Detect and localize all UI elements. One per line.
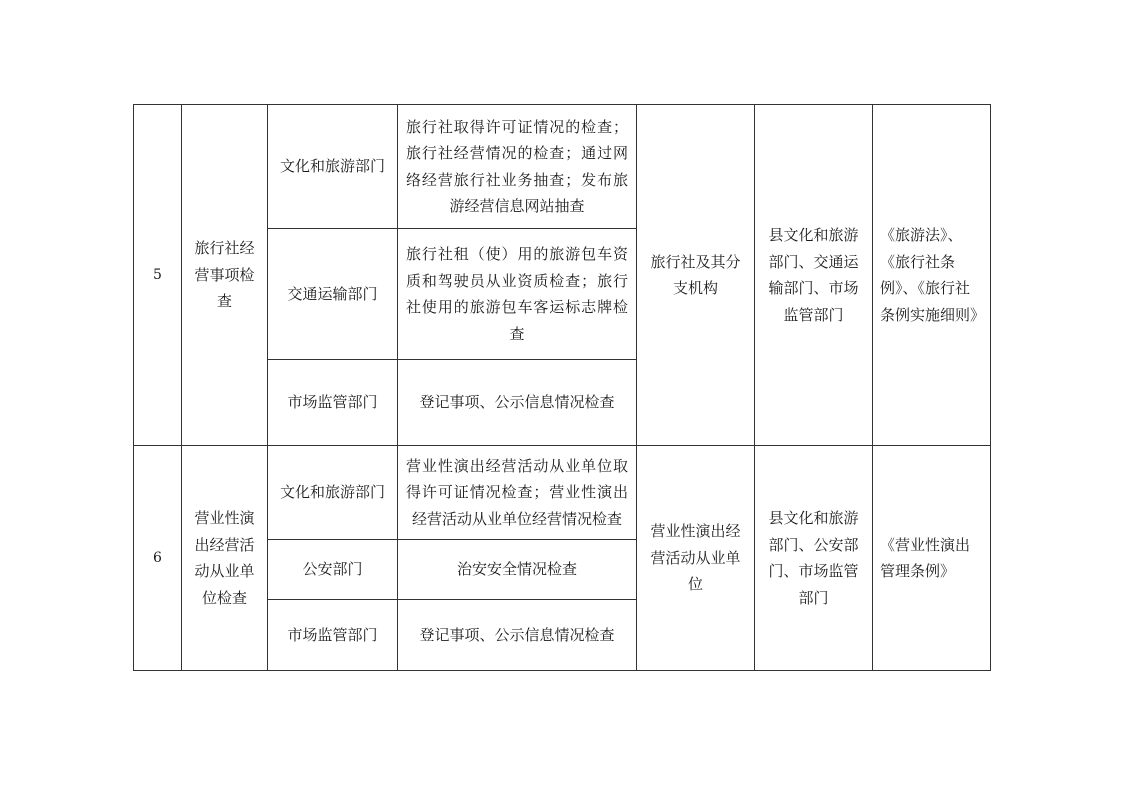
table-row [134, 446, 991, 540]
check-content-cell: 登记事项、公示信息情况检查 [398, 360, 637, 446]
legal-basis: 《旅游法》、《旅行社条例》、《旅行社条例实施细则》 [873, 105, 991, 446]
check-content-cell: 登记事项、公示信息情况检查 [398, 600, 637, 671]
inspection-object: 旅行社及其分支机构 [637, 105, 755, 446]
implementing-department: 县文化和旅游部门、公安部门、市场监管部门 [755, 446, 873, 671]
check-content-cell: 营业性演出经营活动从业单位取得许可证情况检查；营业性演出经营活动从业单位经营情况检查 [398, 446, 637, 540]
inspection-table [133, 104, 991, 671]
department-cell: 文化和旅游部门 [268, 105, 398, 229]
table-row [134, 105, 991, 229]
row-number: 5 [134, 105, 182, 446]
department-cell: 文化和旅游部门 [268, 446, 398, 540]
department-cell: 公安部门 [268, 540, 398, 600]
inspection-item: 旅行社经营事项检查 [182, 105, 268, 446]
row-number: 6 [134, 446, 182, 671]
check-content-cell: 旅行社取得许可证情况的检查；旅行社经营情况的检查；通过网络经营旅行社业务抽查；发布旅游经营信息网站抽查 [398, 105, 637, 229]
department-cell: 市场监管部门 [268, 600, 398, 671]
check-content-cell: 治安安全情况检查 [398, 540, 637, 600]
inspection-item: 营业性演出经营活动从业单位检查 [182, 446, 268, 671]
department-cell: 市场监管部门 [268, 360, 398, 446]
implementing-department: 县文化和旅游部门、交通运输部门、市场监管部门 [755, 105, 873, 446]
legal-basis: 《营业性演出管理条例》 [873, 446, 991, 671]
inspection-object: 营业性演出经营活动从业单位 [637, 446, 755, 671]
check-content-cell: 旅行社租（使）用的旅游包车资质和驾驶员从业资质检查；旅行社使用的旅游包车客运标志牌检查 [398, 229, 637, 360]
department-cell: 交通运输部门 [268, 229, 398, 360]
